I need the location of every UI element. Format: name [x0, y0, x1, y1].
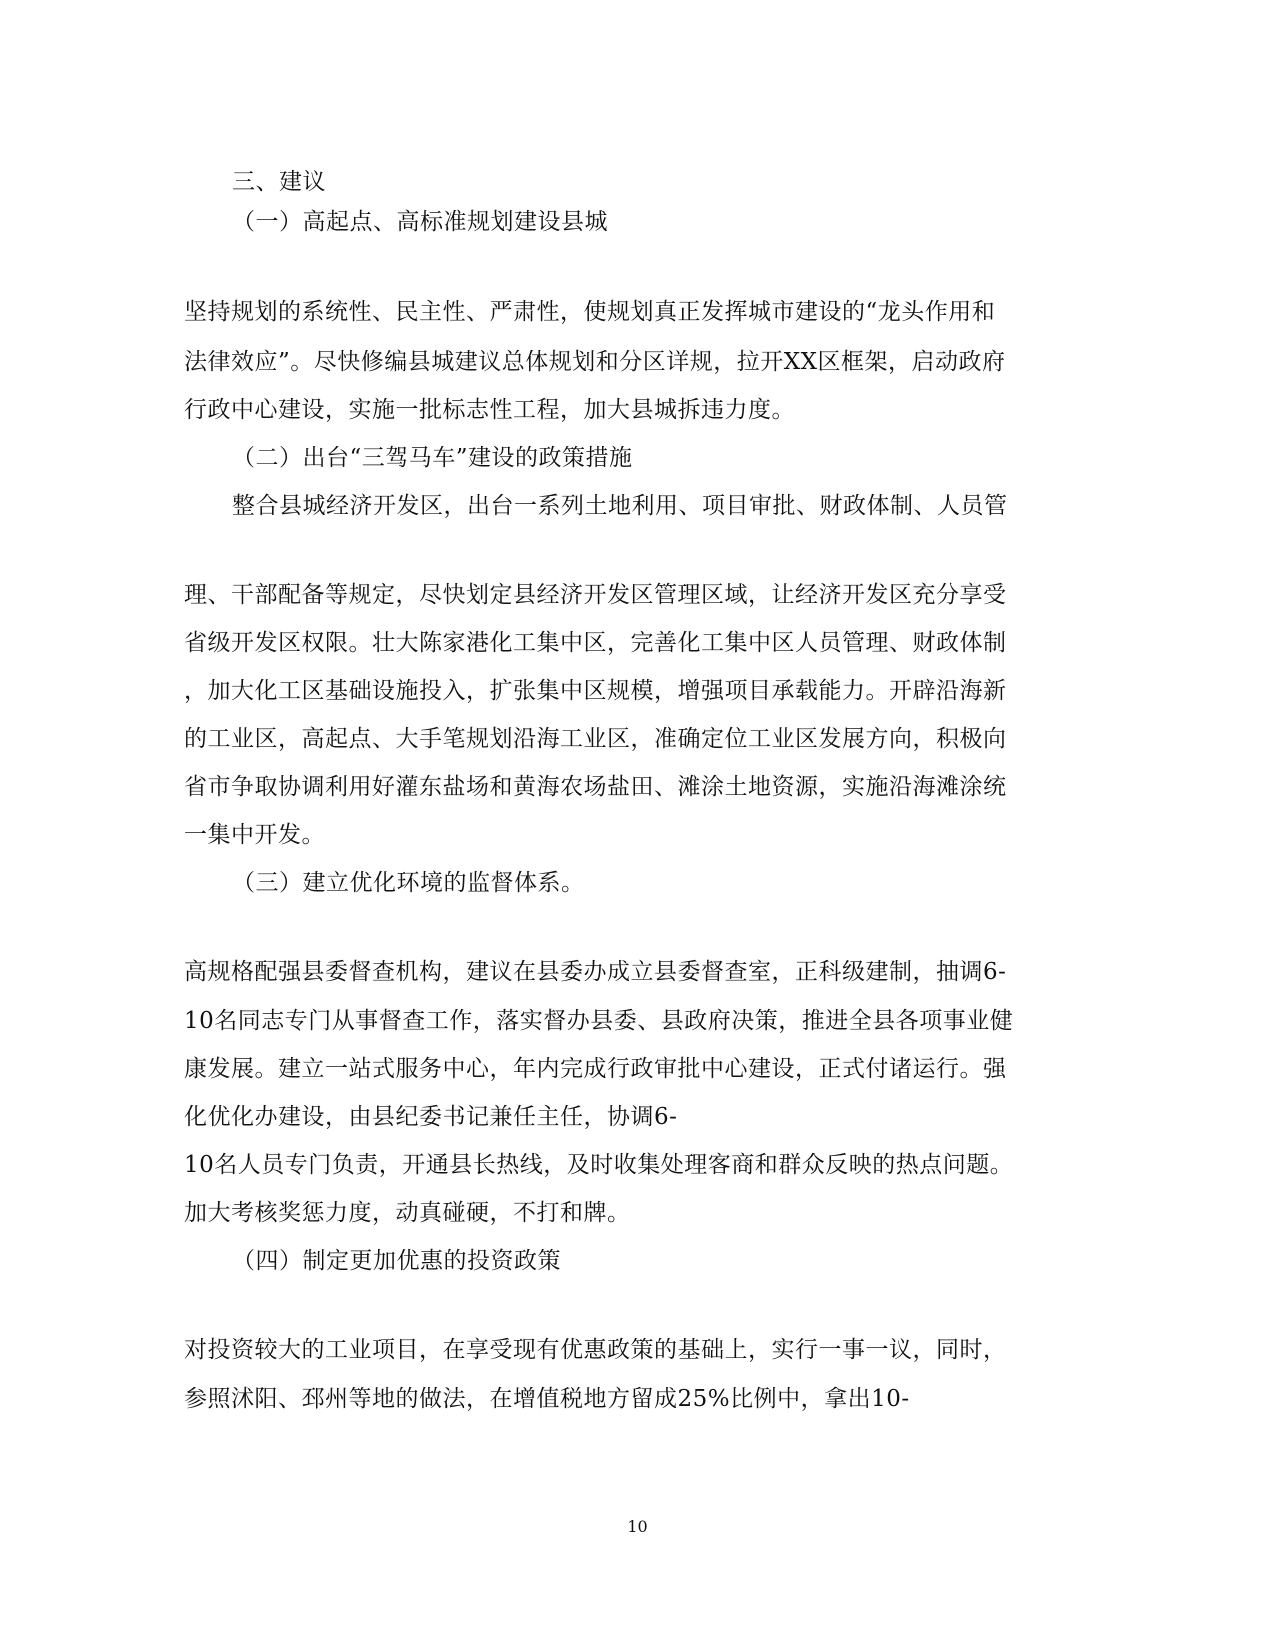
paragraph-line: 法律效应”。尽快修编县城建议总体规划和分区详规，拉开XX区框架，启动政府	[184, 349, 1006, 375]
subsection-heading-4: （四）制定更加优惠的投资政策	[232, 1248, 561, 1274]
subsection-heading-1: （一）高起点、高标准规划建设县城	[232, 209, 608, 235]
paragraph-line: 参照沭阳、邳州等地的做法，在增值税地方留成25%比例中，拿出10-	[184, 1386, 910, 1412]
paragraph-line: 康发展。建立一站式服务中心，年内完成行政审批中心建设，正式付诸运行。强	[184, 1056, 1007, 1082]
paragraph-line: 坚持规划的系统性、民主性、严肃性，使规划真正发挥城市建设的“龙头作用和	[184, 299, 996, 325]
paragraph-line: 10名同志专门从事督查工作，落实督办县委、县政府决策，推进全县各项事业健	[184, 1008, 1014, 1034]
paragraph-line: 一集中开发。	[184, 822, 325, 848]
paragraph-line: 行政中心建设，实施一批标志性工程，加大县城拆违力度。	[184, 397, 795, 423]
paragraph-line: 理、干部配备等规定，尽快划定县经济开发区管理区域，让经济开发区充分享受	[184, 582, 1007, 608]
paragraph-line: 高规格配强县委督查机构，建议在县委办成立县委督查室，正科级建制，抽调6-	[184, 959, 1007, 985]
section-heading: 三、建议	[232, 169, 326, 195]
paragraph-line: 对投资较大的工业项目，在享受现有优惠政策的基础上，实行一事一议，同时，	[184, 1337, 1007, 1363]
page-number: 10	[627, 1517, 648, 1536]
paragraph-line: 的工业区，高起点、大手笔规划沿海工业区，准确定位工业区发展方向，积极向	[184, 726, 1007, 752]
subsection-heading-2: （二）出台“三驾马车”建设的政策措施	[232, 445, 633, 471]
paragraph-line: ，加大化工区基础设施投入，扩张集中区规模，增强项目承载能力。开辟沿海新	[184, 678, 1007, 704]
paragraph-line: 省市争取协调利用好灌东盐场和黄海农场盐田、滩涂土地资源，实施沿海滩涂统	[184, 774, 1007, 800]
paragraph-line: 加大考核奖惩力度，动真碰硬，不打和牌。	[184, 1200, 631, 1226]
paragraph-line: 10名人员专门负责，开通县长热线，及时收集处理客商和群众反映的热点问题。	[184, 1152, 1014, 1178]
paragraph-line: 省级开发区权限。壮大陈家港化工集中区，完善化工集中区人员管理、财政体制	[184, 630, 1007, 656]
paragraph-line: 化优化办建设，由县纪委书记兼任主任，协调6-	[184, 1104, 678, 1130]
paragraph-line: 整合县城经济开发区，出台一系列土地利用、项目审批、财政体制、人员管	[232, 493, 1008, 519]
subsection-heading-3: （三）建立优化环境的监督体系。	[232, 870, 585, 896]
